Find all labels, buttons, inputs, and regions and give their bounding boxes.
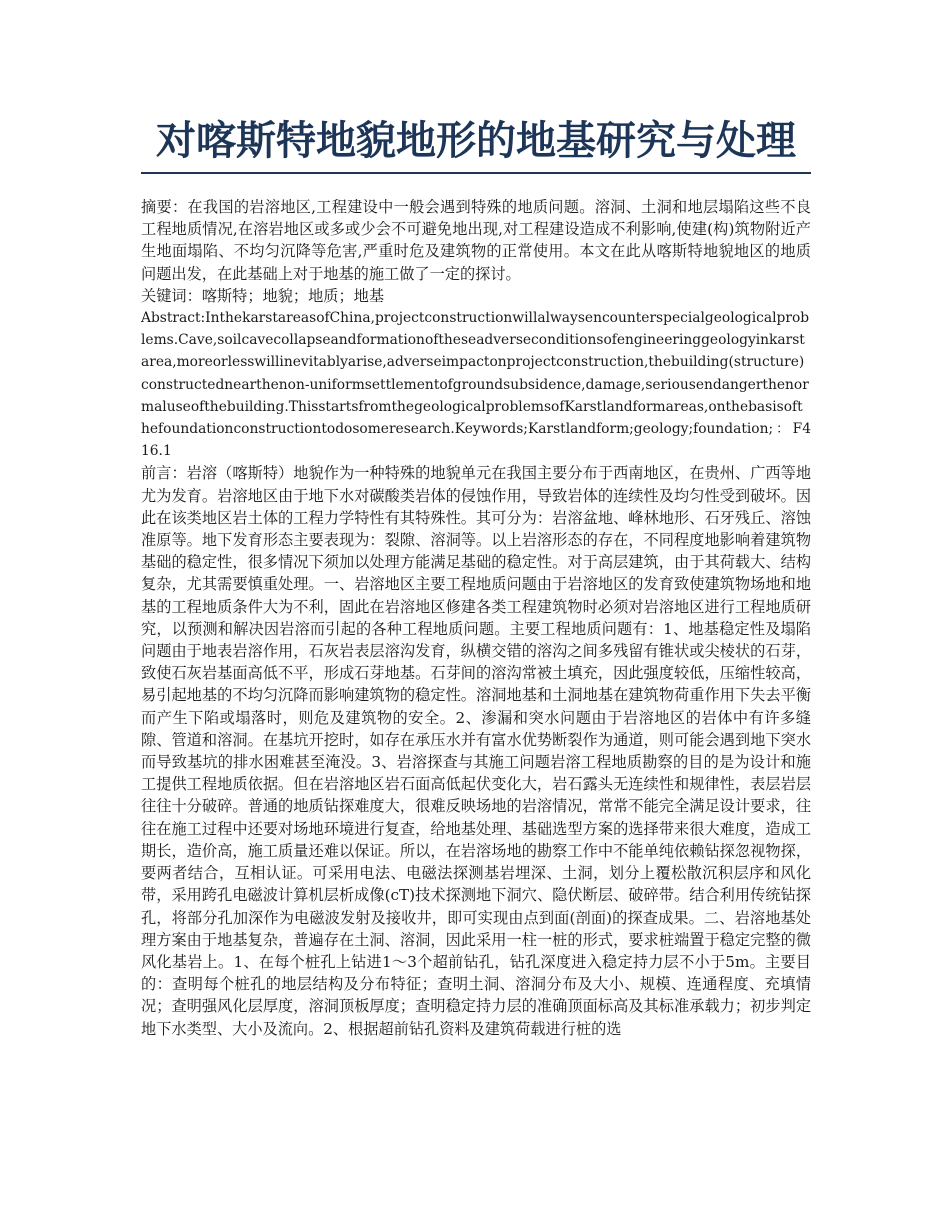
summary-paragraph: 摘要：在我国的岩溶地区,工程建设中一般会遇到特殊的地质问题。溶洞、土洞和地层塌陷这些不良工程地质情况,在溶岩地区或多或少会不可避免地出现,对工程建设造成不利影响,使建(构)筑物附近产生地面塌陷、不均匀沉降等危害,严重时危及建筑物的正常使用。本文在此从喀斯特地貌地区的地质问题出发，在此基础上对于地基的施工做了一定的探讨。 [141,198,811,283]
main-text-paragraph: 前言：岩溶（喀斯特）地貌作为一种特殊的地貌单元在我国主要分布于西南地区，在贵州、广西等地尤为发育。岩溶地区由于地下水对碳酸类岩体的侵蚀作用，导致岩体的连续性及均匀性受到破坏。因此在该类地区岩土体的工程力学特性有其特殊性。其可分为：岩溶盆地、峰林地形、石牙残丘、溶蚀准原等。地下发育形态主要表现为：裂隙、溶洞等。以上岩溶形态的存在，不同程度地影响着建筑物基础的稳定性，很多情况下须加以处理方能满足基础的稳定性。对于高层建筑，由于其荷载大、结构复杂，尤其需要慎重处理。一、岩溶地区主要工程地质问题由于岩溶地区的发育致使建筑物场地和地基的工程地质条件大为不利，固此在岩溶地区修建各类工程建筑物时必须对岩溶地区进行工程地质研究，以预测和解决因岩溶而引起的各种工程地质问题。主要工程地质问题有：1、地基稳定性及塌陷问题由于地表岩溶作用，石灰岩表层溶沟发育，纵横交错的溶沟之间多残留有锥状或尖棱状的石芽，致使石灰岩基面高低不平，形成石芽地基。石芽间的溶沟常被土填充，因此强度较低，压缩性较高，易引起地基的不均匀沉降而影响建筑物的稳定性。溶洞地基和土洞地基在建筑物荷重作用下失去平衡而产生下陷或塌落时，则危及建筑物的安全。2、渗漏和突水问题由于岩溶地区的岩体中有许多缝隙、管道和溶洞。在基坑开挖时，如存在承压水并有富水优势断裂作为通道，则可能会遇到地下突水而导致基坑的排水困难甚至淹没。3、岩溶探查与其施工问题岩溶工程地质勘察的目的是为设计和施工提供工程地质依据。但在岩溶地区岩石面高低起伏变化大，岩石露头无连续性和规律性，表层岩层往往十分破碎。普通的地质钻探难度大，很难反映场地的岩溶情况，常常不能完全满足设计要求，往往在施工过程中还要对场地环境进行复查，给地基处理、基础选型方案的选择带来很大难度，造成工期长，造价高，施工质量还难以保证。所以，在岩溶场地的勘察工作中不能单纯依赖钻探忽视物探，要两者结合，互相认证。可采用电法、电磁法探测基岩埋深、土洞，划分上覆松散沉积层序和风化带，采用跨孔电磁波计算机层析成像(cT)技术探测地下洞穴、隐伏断层、破碎带。结合利用传统钻探孔，将部分孔加深作为电磁波发射及接收井，即可实现由点到面(剖面)的探查成果。二、岩溶地基处理方案由于地基复杂，普遍存在土洞、溶洞，因此采用一柱一桩的形式，要求桩端置于稳定完整的微风化基岩上。1、在每个桩孔上钻进1～3个超前钻孔，钻孔深度进入稳定持力层不小于5m。主要目的：查明每个桩孔的地层结构及分布特征；查明土洞、溶洞分布及大小、规模、连通程度、充填情况；查明强风化层厚度，溶洞顶板厚度；查明稳定持力层的准确顶面标高及其标准承载力；初步判定地下水类型、大小及流向。2、根据超前钻孔资料及建筑荷载进行桩的选 [141,464,811,1038]
english-abstract-paragraph: Abstract:InthekarstareasofChina,projectconstructionwillalwaysencounterspecialgeologicalproblems.Cave,soilcavecollapseandformationoftheseadverseconditionsofengineeringgeologyinkarstarea,moreorlesswillinevitablyarise,adverseimpactonprojectconstruction,thebuilding(structure)constructednearthenon-uniformsettlementofgroundsubsidence,damage,seriousendangerthenormaluseofthebuilding.ThisstartsfromthegeologicalproblemsofKarstlandformareas,onthebasisofthefoundationconstructiontodosomeresearch.Keywords;Karstlandform;geology;foundation;：F416.1 [141,310,811,460]
document-body [141,196,811,1040]
document-title: 对喀斯特地貌地形的地基研究与处理 [156,118,796,164]
keywords-paragraph: 关键词：喀斯特；地貌；地质；地基 [141,286,384,305]
title-underline [141,172,811,174]
